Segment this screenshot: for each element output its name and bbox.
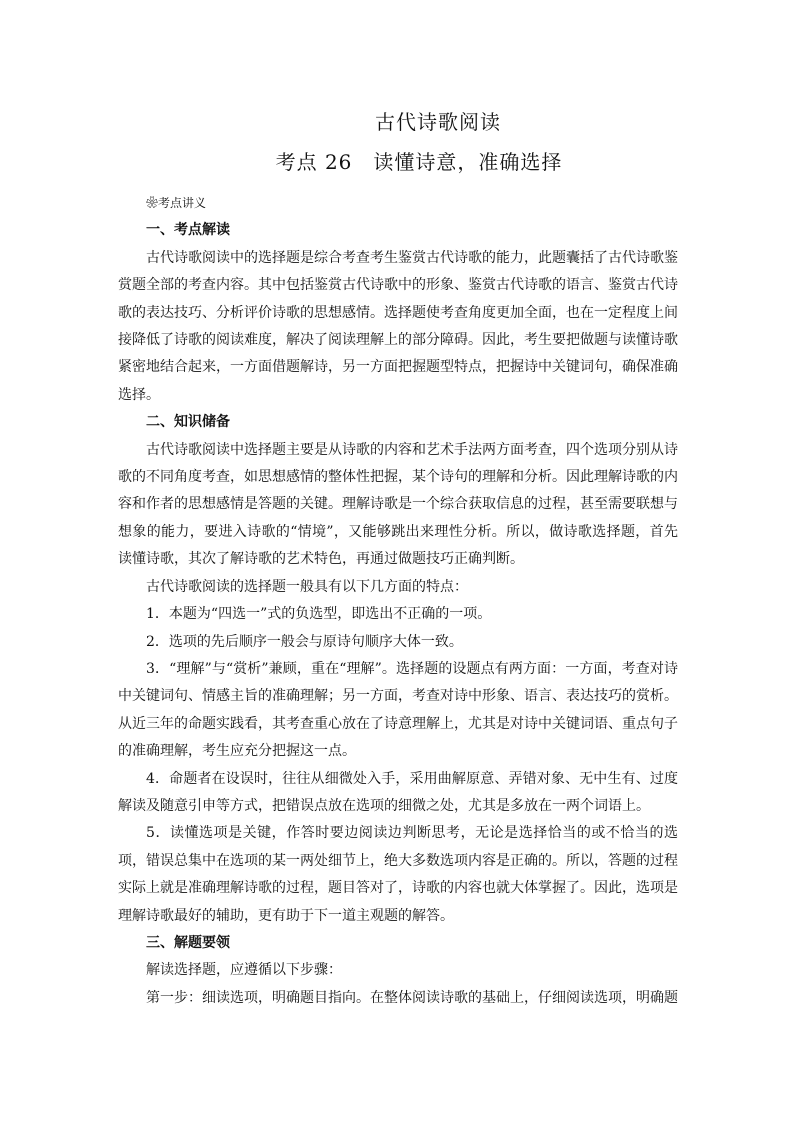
document-body xyxy=(118,190,678,1012)
paragraph: 古代诗歌阅读中的选择题是综合考查考生鉴赏古代诗歌的能力，此题囊括了古代诗歌鉴赏题全部的考查内容。其中包括鉴赏古代诗歌中的形象、鉴赏古代诗歌的语言、鉴赏古代诗歌的表达技巧、分析评价诗歌的思想感情。选择题使考查角度更加全面，也在一定程度上间接降低了诗歌的阅读难度，解决了阅读理解上的部分障碍。因此，考生要把做题与读懂诗歌紧密地结合起来，一方面借题解诗，另一方面把握题型特点，把握诗中关键词句，确保准确选择。 xyxy=(118,249,678,403)
paragraph: 解读选择题，应遵循以下步骤： xyxy=(146,962,342,979)
page-subtitle: 考点 26 读懂诗意，准确选择 xyxy=(275,150,563,174)
section-heading-1: 一、考点解读 xyxy=(146,222,230,239)
list-item: 4．命题者在设误时，往往从细微处入手，采用曲解原意、弄错对象、无中生有、过度解读及随意引申等方式，把错误点放在选项的细微之处，尤其是多放在一两个词语上。 xyxy=(118,770,678,814)
section-heading-3: 三、解题要领 xyxy=(146,934,230,951)
paragraph: 古代诗歌阅读中选择题主要是从诗歌的内容和艺术手法两方面考查，四个选项分别从诗歌的不同角度考查，如思想感情的整体性把握，某个诗句的理解和分析。因此理解诗歌的内容和作者的思想感情是答题的关键。理解诗歌是一个综合获取信息的过程，甚至需要联想与想象的能力，要进入诗歌的“情境”，又能够跳出来理性分析。所以，做诗歌选择题，首先读懂诗歌，其次了解诗歌的艺术特色，再通过做题技巧正确判断。 xyxy=(118,441,678,568)
page-title: 古代诗歌阅读 xyxy=(375,110,501,134)
paragraph: 古代诗歌阅读的选择题一般具有以下几方面的特点： xyxy=(146,578,468,595)
section-heading-2: 二、知识储备 xyxy=(146,414,230,431)
paragraph: 第一步：细读选项，明确题目指向。在整体阅读诗歌的基础上，仔细阅读选项，明确题 xyxy=(146,989,678,1006)
list-item: 2．选项的先后顺序一般会与原诗句顺序大体一致。 xyxy=(146,633,463,650)
section-label: ❀考点讲义 xyxy=(146,196,207,210)
list-item: 1．本题为“四选一”式的负选型，即选出不正确的一项。 xyxy=(146,606,492,623)
list-item: 3．“理解”与“赏析”兼顾，重在“理解”。选择题的设题点有两方面：一方面，考查对诗中关键词句、情感主旨的准确理解；另一方面，考查对诗中形象、语言、表达技巧的赏析。从近三年的命题实践看，其考查重心放在了诗意理解上，尤其是对诗中关键词语、重点句子的准确理解，考生应充分把握这一点。 xyxy=(118,660,678,760)
list-item: 5．读懂选项是关键，作答时要边阅读边判断思考，无论是选择恰当的或不恰当的选项，错误总集中在选项的某一两处细节上，绝大多数选项内容是正确的。所以，答题的过程实际上就是准确理解诗歌的过程，题目答对了，诗歌的内容也就大体掌握了。因此，选项是理解诗歌最好的辅助，更有助于下一道主观题的解答。 xyxy=(118,825,678,924)
